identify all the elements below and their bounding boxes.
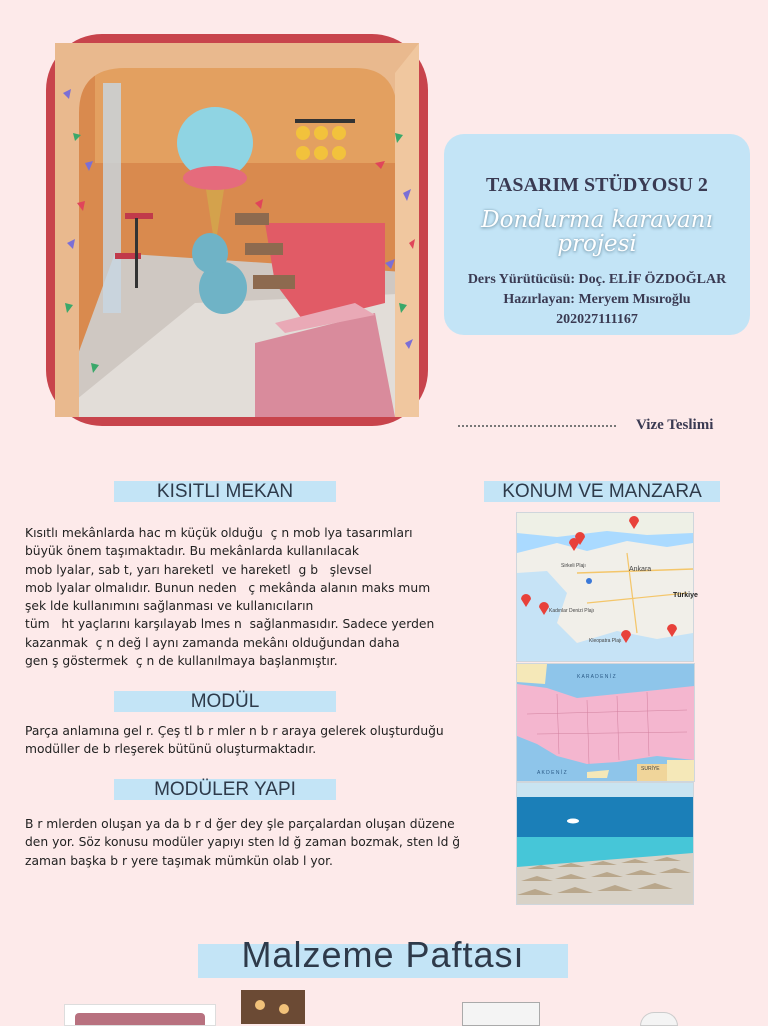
project-subtitle: Dondurma karavanı projesi <box>481 207 713 257</box>
map-label-karadeniz: K A R A D E N İ Z <box>577 674 616 680</box>
political-map <box>516 663 695 782</box>
ice-cream-shop-render <box>55 43 419 417</box>
heading-kisitli-mekan: KISITLI MEKAN <box>114 481 336 502</box>
location-map <box>516 512 698 662</box>
map-label-ankara: Ankara <box>629 566 652 573</box>
kisitli-mekan-text: Kısıtlı mekânlarda hac m küçük olduğu ç n mob lya tasarımları büyük önem taşımaktadır. Bu mekânlarda kullanılacak mob lyalar, sab t, yarı hareketl ve hareketl g b şlevsel mob lyalar olmalıdır. Bunun neden ç mekânda alanın maks mum şek lde kullanımını sağlanması ve kullanıcıların tüm ht yaçlarını karşılayab lmes n sağlanmasıdır. Sadece yerden kazanmak ç n değ l aynı zamanda mekânı olduğundan daha gen ş göstermek ç n de kullanılmaya başlanmıştır. <box>25 526 435 669</box>
map-label-turkiye: Türkiye <box>673 592 698 599</box>
moduler-yapi-text: B r mlerden oluşan ya da b r d ğer dey şle parçalardan oluşan düzene den yor. Söz konusu modüler yapıyı sten ld ğ zaman bozmak, sten ld ğ zaman başka b r yere taşımak mümkün olab l yor. <box>25 817 461 868</box>
preparer-line: Hazırlayan: Meryem Mısıroğlu <box>503 292 691 307</box>
title-card <box>444 134 750 335</box>
heading-moduler-yapi: MODÜLER YAPI <box>114 779 336 800</box>
interior-render-image <box>46 34 428 426</box>
dotted-divider <box>458 425 616 427</box>
material-sample-round-item <box>640 1012 678 1026</box>
map-label-suriye: SURİYE <box>641 766 660 772</box>
instructor-line: Ders Yürütücüsü: Doç. ELİF ÖZDOĞLAR <box>467 272 727 287</box>
submission-label: Vize Teslimi <box>636 417 714 433</box>
studio-title: TASARIM STÜDYOSU 2 <box>486 174 708 196</box>
modul-text: Parça anlamına gel r. Çeş tl b r mler n b r araya gelerek oluşturduğu modüller de b rleşerek bütünü oluşturmaktadır. <box>25 724 444 757</box>
material-sample-sofa <box>64 1004 216 1026</box>
map-label-sirkeli: Sirkeli Plajı <box>561 563 586 569</box>
material-heading: Malzeme Paftası <box>241 934 525 975</box>
beach-photo <box>516 782 694 905</box>
map-label-kleopatra: Kleopatra Plajı <box>589 638 622 644</box>
heading-modul: MODÜL <box>114 691 336 712</box>
map-label-kadinlar: Kadınlar Denizi Plajı <box>549 608 595 614</box>
map-label-akdeniz: A K D E N İ Z <box>537 770 567 776</box>
material-sample-freezer <box>462 1002 540 1026</box>
heading-konum-ve-manzara: KONUM VE MANZARA <box>484 481 720 502</box>
student-number: 202027111167 <box>556 312 638 327</box>
material-sample-lamps <box>241 990 305 1024</box>
